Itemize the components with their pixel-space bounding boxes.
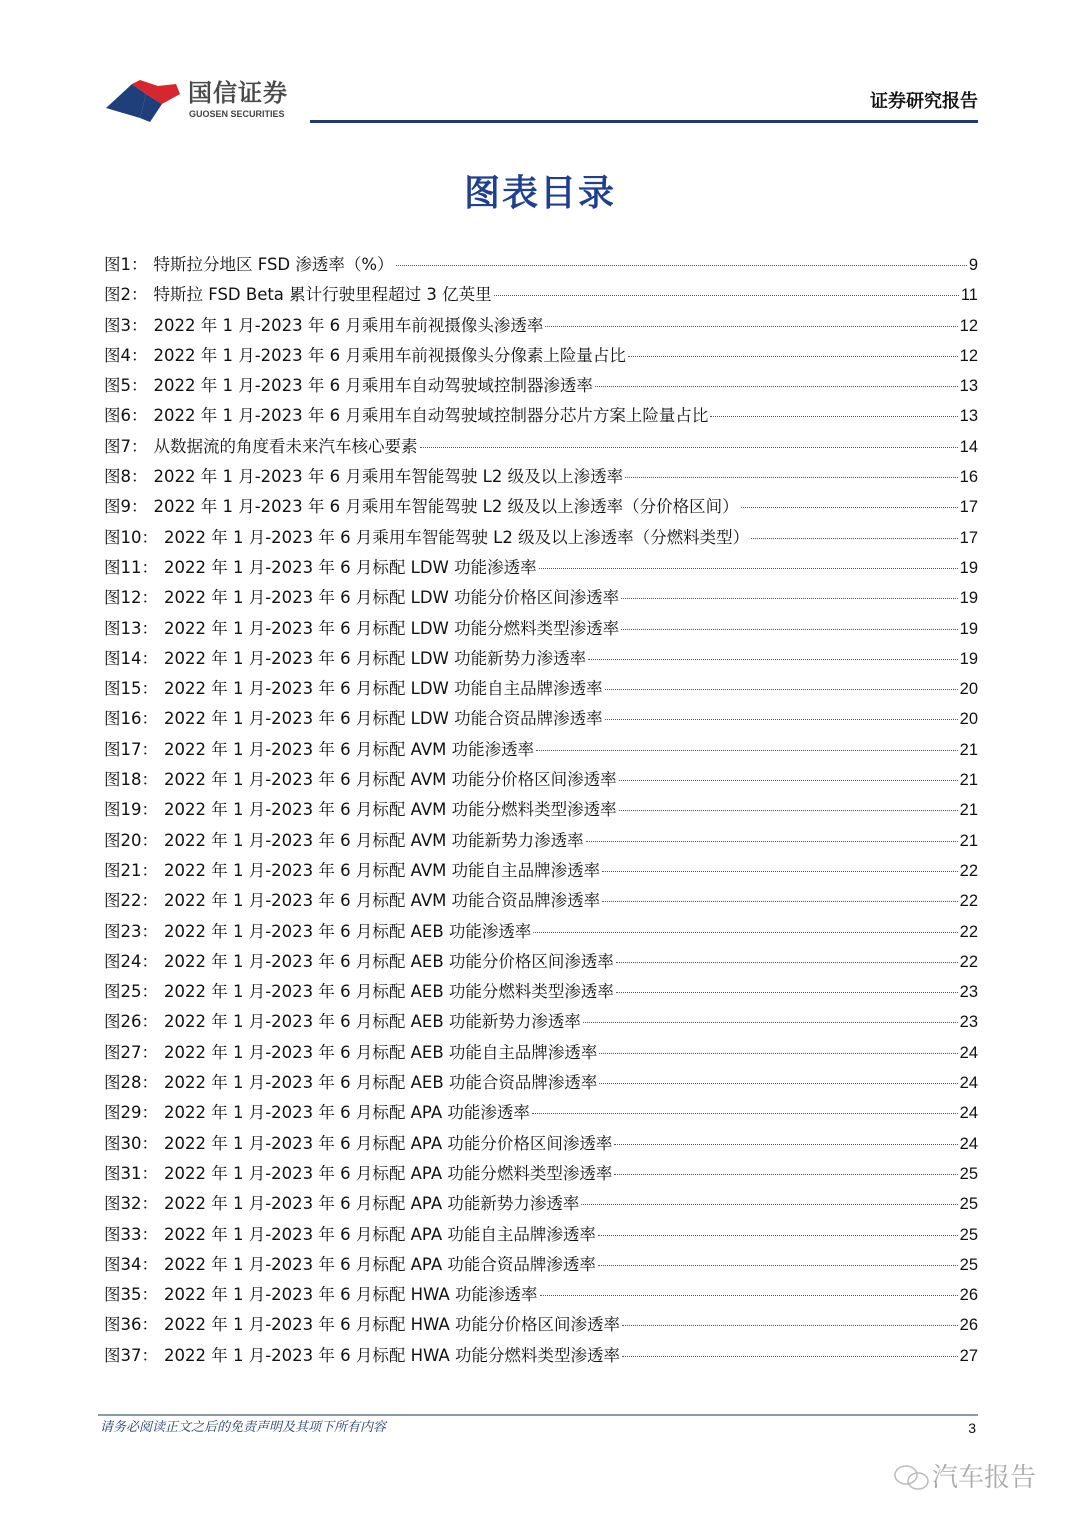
figure-page-number: 22 — [959, 892, 978, 911]
figure-caption: 2022 年 1 月-2023 年 6 月标配 AVM 功能新势力渗透率 — [164, 830, 584, 850]
toc-entry[interactable] — [104, 799, 978, 829]
figure-caption: 2022 年 1 月-2023 年 6 月乘用车自动驾驶域控制器渗透率 — [153, 376, 593, 396]
toc-entry[interactable] — [104, 1011, 978, 1041]
figure-caption: 从数据流的角度看未来汽车核心要素 — [153, 436, 418, 456]
figure-page-number: 13 — [959, 377, 978, 396]
toc-entry[interactable] — [104, 436, 978, 466]
toc-entry[interactable] — [104, 739, 978, 769]
leader-dots — [420, 447, 958, 448]
leader-dots — [595, 386, 958, 387]
leader-dots — [741, 507, 958, 508]
toc-entry[interactable] — [104, 405, 978, 435]
figure-label: 图25： — [104, 982, 158, 1002]
watermark-text: 汽车报告 — [932, 1463, 1037, 1493]
figure-label: 图11： — [104, 557, 158, 577]
leader-dots — [621, 629, 958, 630]
footer-disclaimer: 请务必阅读正文之后的免责声明及其项下所有内容 — [100, 1420, 387, 1435]
figure-label: 图3： — [104, 315, 148, 335]
leader-dots — [619, 780, 958, 781]
leader-dots — [616, 962, 958, 963]
figure-label: 图28： — [104, 1073, 158, 1093]
figure-label: 图12： — [104, 588, 158, 608]
logo-english-name: GUOSEN SECURITIES — [189, 109, 285, 119]
toc-entry[interactable] — [104, 860, 978, 890]
figure-caption: 2022 年 1 月-2023 年 6 月标配 AEB 功能自主品牌渗透率 — [164, 1042, 598, 1062]
toc-entry[interactable] — [104, 890, 978, 920]
toc-entry[interactable] — [104, 1042, 978, 1072]
page-title: 图表目录 — [463, 173, 616, 214]
figure-label: 图2： — [104, 285, 148, 305]
figure-caption: 2022 年 1 月-2023 年 6 月乘用车智能驾驶 L2 级及以上渗透率（分价格区间） — [153, 497, 739, 517]
toc-entry[interactable] — [104, 1284, 978, 1314]
figure-page-number: 13 — [959, 407, 978, 426]
toc-entry[interactable] — [104, 1072, 978, 1102]
leader-dots — [532, 1113, 958, 1114]
figure-page-number: 19 — [959, 558, 978, 577]
toc-entry[interactable] — [104, 315, 978, 345]
figure-page-number: 20 — [959, 710, 978, 729]
toc-entry[interactable] — [104, 1254, 978, 1284]
figure-caption: 2022 年 1 月-2023 年 6 月标配 APA 功能新势力渗透率 — [164, 1194, 580, 1214]
figure-page-number: 17 — [959, 498, 978, 517]
figure-label: 图8： — [104, 467, 148, 487]
toc-entry[interactable] — [104, 1345, 978, 1375]
figure-page-number: 25 — [959, 1164, 978, 1183]
figure-caption: 2022 年 1 月-2023 年 6 月标配 AVM 功能分燃料类型渗透率 — [164, 800, 617, 820]
leader-dots — [599, 1083, 957, 1084]
figure-caption: 2022 年 1 月-2023 年 6 月标配 APA 功能分价格区间渗透率 — [164, 1133, 613, 1153]
figure-caption: 2022 年 1 月-2023 年 6 月乘用车前视摄像头渗透率 — [153, 315, 544, 335]
figure-page-number: 14 — [959, 437, 978, 456]
toc-entry[interactable] — [104, 466, 978, 496]
leader-dots — [614, 1144, 957, 1145]
leader-dots — [602, 871, 957, 872]
figure-page-number: 21 — [959, 831, 978, 850]
toc-entry[interactable] — [104, 981, 978, 1011]
figure-page-number: 21 — [959, 771, 978, 790]
figure-caption: 2022 年 1 月-2023 年 6 月标配 AEB 功能分燃料类型渗透率 — [164, 982, 614, 1002]
footer-divider — [98, 1414, 978, 1416]
figure-label: 图18： — [104, 770, 158, 790]
leader-dots — [605, 719, 958, 720]
leader-dots — [598, 1235, 958, 1236]
figure-label: 图16： — [104, 709, 158, 729]
figure-label: 图5： — [104, 376, 148, 396]
figure-caption: 特斯拉分地区 FSD 渗透率（%） — [153, 255, 394, 274]
table-of-figures — [104, 254, 978, 1375]
figure-label: 图22： — [104, 891, 158, 911]
leader-dots — [539, 568, 958, 569]
toc-entry[interactable] — [104, 254, 978, 284]
leader-dots — [533, 932, 957, 933]
leader-dots — [396, 265, 967, 266]
figure-label: 图30： — [104, 1133, 158, 1153]
figure-caption: 2022 年 1 月-2023 年 6 月标配 AVM 功能分价格区间渗透率 — [164, 770, 617, 790]
leader-dots — [616, 992, 958, 993]
figure-page-number: 24 — [959, 1134, 978, 1153]
logo-chinese-name: 国信证券 — [188, 79, 288, 107]
figure-caption: 2022 年 1 月-2023 年 6 月乘用车前视摄像头分像素上险量占比 — [153, 345, 626, 365]
figure-page-number: 21 — [959, 740, 978, 759]
figure-page-number: 24 — [959, 1043, 978, 1062]
leader-dots — [614, 1174, 957, 1175]
leader-dots — [602, 901, 957, 902]
figure-label: 图35： — [104, 1285, 158, 1305]
figure-label: 图27： — [104, 1042, 158, 1062]
leader-dots — [605, 689, 958, 690]
toc-entry[interactable] — [104, 1102, 978, 1132]
figure-label: 图23： — [104, 921, 158, 941]
figure-label: 图29： — [104, 1103, 158, 1123]
figure-caption: 2022 年 1 月-2023 年 6 月标配 LDW 功能渗透率 — [164, 557, 537, 577]
leader-dots — [581, 1204, 957, 1205]
figure-caption: 2022 年 1 月-2023 年 6 月标配 AEB 功能合资品牌渗透率 — [164, 1073, 598, 1093]
toc-entry[interactable] — [104, 496, 978, 526]
figure-page-number: 25 — [959, 1225, 978, 1244]
leader-dots — [621, 598, 958, 599]
page-number: 3 — [968, 1420, 976, 1436]
figure-caption: 2022 年 1 月-2023 年 6 月标配 AVM 功能渗透率 — [164, 739, 535, 759]
figure-page-number: 12 — [959, 346, 978, 365]
figure-label: 图32： — [104, 1194, 158, 1214]
toc-entry[interactable] — [104, 1224, 978, 1254]
figure-label: 图7： — [104, 436, 148, 456]
figure-label: 图15： — [104, 679, 158, 699]
toc-entry[interactable] — [104, 830, 978, 860]
figure-page-number: 25 — [959, 1195, 978, 1214]
figure-caption: 2022 年 1 月-2023 年 6 月标配 APA 功能分燃料类型渗透率 — [164, 1163, 613, 1183]
figure-caption: 2022 年 1 月-2023 年 6 月标配 LDW 功能合资品牌渗透率 — [164, 709, 603, 729]
figure-caption: 2022 年 1 月-2023 年 6 月标配 LDW 功能自主品牌渗透率 — [164, 679, 603, 699]
figure-caption: 2022 年 1 月-2023 年 6 月标配 LDW 功能分燃料类型渗透率 — [164, 618, 620, 638]
leader-dots — [540, 1295, 958, 1296]
leader-dots — [598, 1265, 958, 1266]
figure-label: 图21： — [104, 860, 158, 880]
figure-label: 图20： — [104, 830, 158, 850]
figure-page-number: 11 — [960, 286, 978, 305]
toc-entry[interactable] — [104, 345, 978, 375]
figure-caption: 2022 年 1 月-2023 年 6 月标配 LDW 功能新势力渗透率 — [164, 648, 587, 668]
figure-page-number: 24 — [959, 1074, 978, 1093]
figure-page-number: 19 — [959, 649, 978, 668]
leader-dots — [494, 295, 959, 296]
leader-dots — [622, 1325, 958, 1326]
figure-caption: 2022 年 1 月-2023 年 6 月标配 AEB 功能新势力渗透率 — [164, 1012, 581, 1032]
toc-entry[interactable] — [104, 557, 978, 587]
toc-entry[interactable] — [104, 648, 978, 678]
leader-dots — [545, 326, 957, 327]
figure-caption: 2022 年 1 月-2023 年 6 月标配 APA 功能合资品牌渗透率 — [164, 1254, 596, 1274]
figure-label: 图6： — [104, 406, 148, 426]
figure-label: 图1： — [104, 255, 148, 274]
figure-caption: 2022 年 1 月-2023 年 6 月标配 APA 功能渗透率 — [164, 1103, 530, 1123]
toc-entry[interactable] — [104, 618, 978, 648]
report-type-label: 证券研究报告 — [870, 91, 978, 112]
figure-label: 图37： — [104, 1345, 158, 1365]
toc-entry[interactable] — [104, 1193, 978, 1223]
figure-caption: 2022 年 1 月-2023 年 6 月乘用车智能驾驶 L2 级及以上渗透率（分燃料类型） — [164, 527, 750, 547]
toc-entry[interactable] — [104, 678, 978, 708]
figure-label: 图34： — [104, 1254, 158, 1274]
figure-label: 图4： — [104, 345, 148, 365]
figure-page-number: 19 — [959, 619, 978, 638]
figure-label: 图36： — [104, 1315, 158, 1335]
figure-page-number: 21 — [959, 801, 978, 820]
figure-caption: 2022 年 1 月-2023 年 6 月乘用车智能驾驶 L2 级及以上渗透率 — [153, 467, 624, 487]
figure-label: 图13： — [104, 618, 158, 638]
figure-caption: 2022 年 1 月-2023 年 6 月标配 HWA 功能分价格区间渗透率 — [164, 1315, 620, 1335]
figure-label: 图24： — [104, 951, 158, 971]
leader-dots — [710, 416, 957, 417]
leader-dots — [751, 538, 958, 539]
figure-page-number: 22 — [959, 861, 978, 880]
toc-entry[interactable] — [104, 951, 978, 981]
figure-caption: 2022 年 1 月-2023 年 6 月标配 HWA 功能渗透率 — [164, 1285, 538, 1305]
toc-entry[interactable] — [104, 587, 978, 617]
figure-caption: 2022 年 1 月-2023 年 6 月标配 LDW 功能分价格区间渗透率 — [164, 588, 620, 608]
figure-caption: 2022 年 1 月-2023 年 6 月标配 AEB 功能分价格区间渗透率 — [164, 951, 614, 971]
figure-page-number: 22 — [959, 922, 978, 941]
toc-entry[interactable] — [104, 375, 978, 405]
figure-caption: 特斯拉 FSD Beta 累计行驶里程超过 3 亿英里 — [153, 285, 492, 305]
figure-caption: 2022 年 1 月-2023 年 6 月标配 APA 功能自主品牌渗透率 — [164, 1224, 596, 1244]
figure-page-number: 17 — [959, 528, 978, 547]
figure-page-number: 27 — [959, 1346, 978, 1365]
figure-page-number: 24 — [959, 1104, 978, 1123]
leader-dots — [586, 841, 958, 842]
figure-label: 图26： — [104, 1012, 158, 1032]
leader-dots — [588, 659, 958, 660]
toc-entry[interactable] — [104, 769, 978, 799]
figure-caption: 2022 年 1 月-2023 年 6 月乘用车自动驾驶域控制器分芯片方案上险量占比 — [153, 406, 709, 426]
figure-page-number: 20 — [959, 680, 978, 699]
leader-dots — [536, 750, 957, 751]
figure-label: 图19： — [104, 800, 158, 820]
figure-label: 图17： — [104, 739, 158, 759]
leader-dots — [622, 1356, 958, 1357]
figure-label: 图31： — [104, 1163, 158, 1183]
wechat-icon — [892, 1463, 932, 1493]
leader-dots — [583, 1022, 958, 1023]
watermark — [892, 1462, 1036, 1494]
toc-entry[interactable] — [104, 284, 978, 314]
toc-entry[interactable] — [104, 1314, 978, 1344]
figure-page-number: 22 — [959, 952, 978, 971]
toc-entry[interactable] — [104, 527, 978, 557]
toc-entry[interactable] — [104, 921, 978, 951]
figure-label: 图33： — [104, 1224, 158, 1244]
figure-page-number: 26 — [959, 1316, 978, 1335]
figure-page-number: 26 — [959, 1286, 978, 1305]
figure-label: 图9： — [104, 497, 148, 517]
figure-page-number: 12 — [959, 316, 978, 335]
figure-page-number: 23 — [959, 1013, 978, 1032]
leader-dots — [599, 1053, 957, 1054]
figure-page-number: 9 — [968, 256, 978, 274]
figure-page-number: 23 — [959, 983, 978, 1002]
figure-caption: 2022 年 1 月-2023 年 6 月标配 AEB 功能渗透率 — [164, 921, 532, 941]
figure-caption: 2022 年 1 月-2023 年 6 月标配 AVM 功能合资品牌渗透率 — [164, 891, 601, 911]
toc-entry[interactable] — [104, 1163, 978, 1193]
figure-page-number: 16 — [959, 468, 978, 487]
figure-caption: 2022 年 1 月-2023 年 6 月标配 HWA 功能分燃料类型渗透率 — [164, 1345, 620, 1365]
figure-label: 图14： — [104, 648, 158, 668]
figure-page-number: 19 — [959, 589, 978, 608]
figure-page-number: 25 — [959, 1255, 978, 1274]
toc-entry[interactable] — [104, 1133, 978, 1163]
figure-caption: 2022 年 1 月-2023 年 6 月标配 AVM 功能自主品牌渗透率 — [164, 860, 601, 880]
figure-label: 图10： — [104, 527, 158, 547]
header-divider — [310, 120, 978, 123]
toc-entry[interactable] — [104, 708, 978, 738]
leader-dots — [628, 356, 958, 357]
leader-dots — [625, 477, 958, 478]
leader-dots — [619, 810, 958, 811]
